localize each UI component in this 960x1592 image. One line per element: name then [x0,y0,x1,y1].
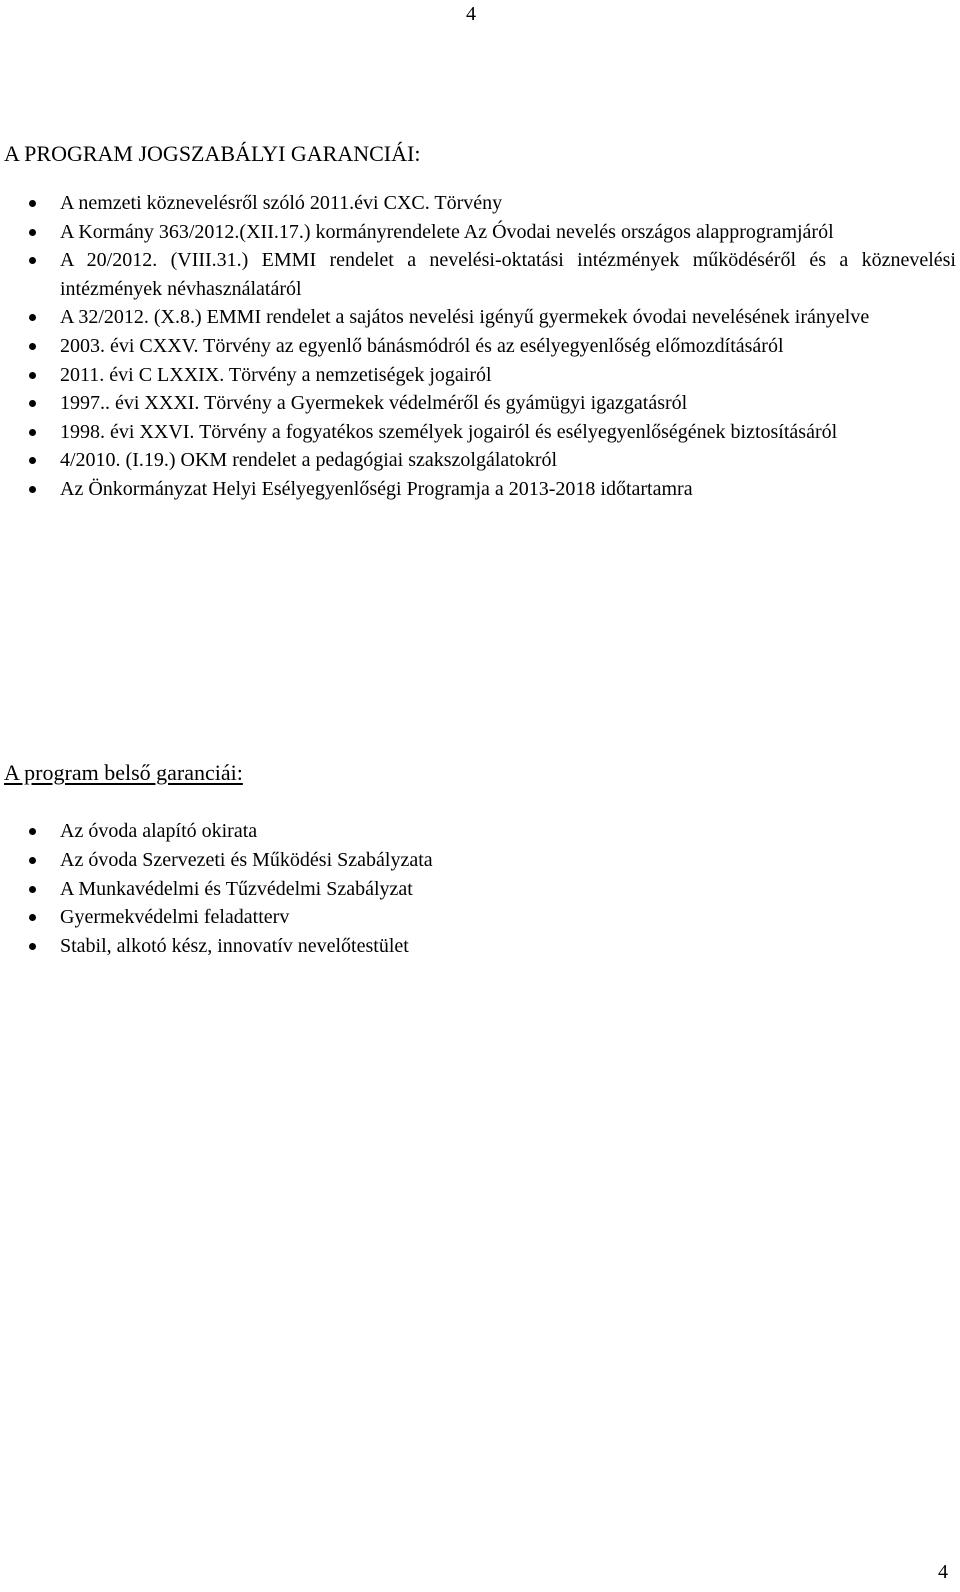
bullet-icon [29,914,36,921]
list-item: A Kormány 363/2012.(XII.17.) kormányrendelete Az Óvodai nevelés országos alapprogramjáról [0,218,956,247]
bullet-icon [29,429,36,436]
list-item: A Munkavédelmi és Tűzvédelmi Szabályzat [0,875,956,904]
legal-guarantees-list [0,189,956,504]
list-item: A nemzeti köznevelésről szóló 2011.évi CXC. Törvény [0,189,956,218]
bullet-icon [29,943,36,950]
page-number-top: 4 [466,3,476,25]
bullet-icon [29,200,36,207]
bullet-icon [29,457,36,464]
bullet-icon [29,372,36,379]
list-item: 1997.. évi XXXI. Törvény a Gyermekek védelméről és gyámügyi igazgatásról [0,389,956,418]
internal-guarantees-list [0,817,956,961]
bullet-icon [29,314,36,321]
list-item: Az óvoda Szervezeti és Működési Szabályzata [0,846,956,875]
bullet-icon [29,886,36,893]
list-item: A 32/2012. (X.8.) EMMI rendelet a sajátos nevelési igényű gyermekek óvodai nevelésének irányelve [0,303,956,332]
list-item: 4/2010. (I.19.) OKM rendelet a pedagógiai szakszolgálatokról [0,446,956,475]
bullet-icon [29,229,36,236]
bullet-icon [29,857,36,864]
section-heading-legal-guarantees: A PROGRAM JOGSZABÁLYI GARANCIÁI: [4,141,421,166]
list-item: A 20/2012. (VIII.31.) EMMI rendelet a nevelési-oktatási intézmények működéséről és a köznevelési intézmények névhasználatáról [0,246,956,303]
list-item: Gyermekvédelmi feladatterv [0,903,956,932]
page-number-bottom: 4 [938,1561,948,1583]
bullet-icon [29,400,36,407]
list-item: 2011. évi C LXXIX. Törvény a nemzetiségek jogairól [0,361,956,390]
list-item: 1998. évi XXVI. Törvény a fogyatékos személyek jogairól és esélyegyenlőségének biztosításáról [0,418,956,447]
bullet-icon [29,828,36,835]
list-item: 2003. évi CXXV. Törvény az egyenlő bánásmódról és az esélyegyenlőség előmozdításáról [0,332,956,361]
list-item: Az óvoda alapító okirata [0,817,956,846]
bullet-icon [29,343,36,350]
bullet-icon [29,486,36,493]
bullet-icon [29,257,36,264]
list-item: Az Önkormányzat Helyi Esélyegyenlőségi Programja a 2013-2018 időtartamra [0,475,956,504]
list-item: Stabil, alkotó kész, innovatív nevelőtestület [0,932,956,961]
section-heading-internal-guarantees: A program belső garanciái: [4,760,243,785]
